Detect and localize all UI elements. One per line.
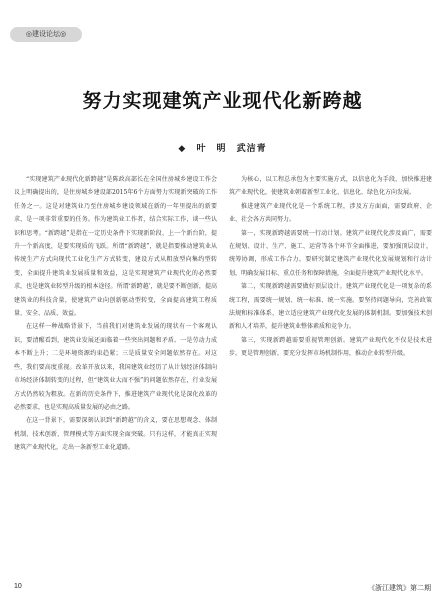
paragraph: 在这一背景下，需要深刻认识到“新跨越”的含义，要在思想观念、体制机制、技术创新、管理模式等方面实现全面突破。只有这样，才能真正实现建筑产业现代化，走出一条新型工业化道路。 — [14, 417, 217, 452]
page-number: 10 — [14, 583, 22, 590]
paragraph: 在这样一种战略背景下，当前我们对建筑业发展的现状有一个客观认识，要清醒看到，建筑业发展还面临着一些突出问题和矛盾。一是劳动力成本不断上升；二是环境资源约束趋紧；三是质量安全问题依然存在。对这些，我们要高度重视。改革开放以来，我国建筑业经历了从计划经济体制向市场经济体制转变的过程，但“建筑业大而不强”的问题依然存在，行业发展方式仍然较为粗放。在新的历史条件下，推进建筑产业现代化是深化改革的必然要求，也是实现高质量发展的必由之路。 — [14, 323, 217, 411]
paragraph: 第二，实现新跨越需要做好顶层设计。建筑产业现代化是一项复杂的系统工程，需要统一规划、统一标准、统一实施。要坚持问题导向，完善政策法规和标准体系，建立适应建筑产业现代化发展的体制机制。要加强技术创新和人才培养，提升建筑业整体素质和竞争力。 — [229, 283, 432, 331]
author-marker: ◆ — [178, 144, 187, 154]
authors — [0, 141, 445, 154]
left-column — [14, 173, 217, 455]
paragraph: 为核心，以工程总承包为主要实施方式，以信息化为手段，加快推进建筑产业现代化，使建筑业朝着新型工业化、信息化、绿色化方向发展。 — [229, 176, 432, 197]
author-name: 叶 明 — [196, 144, 227, 154]
paragraph: “实现建筑产业现代化新跨越”是陈政高部长在全国住房城乡建设工作会议上明确提出的，是住房城乡建设部2015年6个方面努力实现新突破的工作任务之一。这是对建筑业乃至住房城乡建设领域在新的一年里提出的新要求，是一项非常重要的任务。作为建筑业工作者，结合实际工作，谈一些认识和思考。“新跨越”是指在一定历史条件下实现新阶段、上一个新台阶，提升一个新高度，是要实现质的飞跃。所谓“新跨越”，就是指要推动建筑业从传统生产方式向现代工业化生产方式转变，建设方式从粗放型向集约型转变，全面提升建筑业发展质量和效益，这是实现建筑产业现代化的必然要求，也是建筑业转型升级的根本途径。所谓‘新跨越’，就是要不断创新，提高建筑业的科技含量，使建筑产业向创新驱动型转变，全面提高建筑工程质量、安全、品质、效益。 — [14, 176, 217, 318]
article-title: 努力实现建筑产业现代化新跨越 — [82, 90, 363, 112]
right-column — [229, 173, 432, 361]
author-name: 武洁青 — [236, 144, 267, 154]
paragraph: 第三，实现新跨越需要重视管理创新。建筑产业现代化不仅是技术进步，更是管理创新，要充分发挥市场机制作用，推动企业转型升级。 — [229, 336, 432, 358]
page-footer — [14, 583, 431, 595]
paragraph: 推进建筑产业现代化是一个系统工程，涉及方方面面，需要政府、企业、社会各方共同努力。 — [229, 202, 432, 224]
paragraph: 第一，实现新跨越需要统一行动计划。建筑产业现代化涉及面广，需要在规划、设计、生产、施工、运营等各个环节全面推进，要加强顶层设计，统筹协调，形成工作合力。要研究制定建筑产业现代化发展规划和行动计划，明确发展目标、重点任务和保障措施，全面提升建筑产业现代化水平。 — [229, 229, 432, 277]
section-tag: ◎建设论坛◎ — [10, 27, 82, 42]
journal-name: 《浙江建筑》第二期 — [368, 584, 431, 592]
